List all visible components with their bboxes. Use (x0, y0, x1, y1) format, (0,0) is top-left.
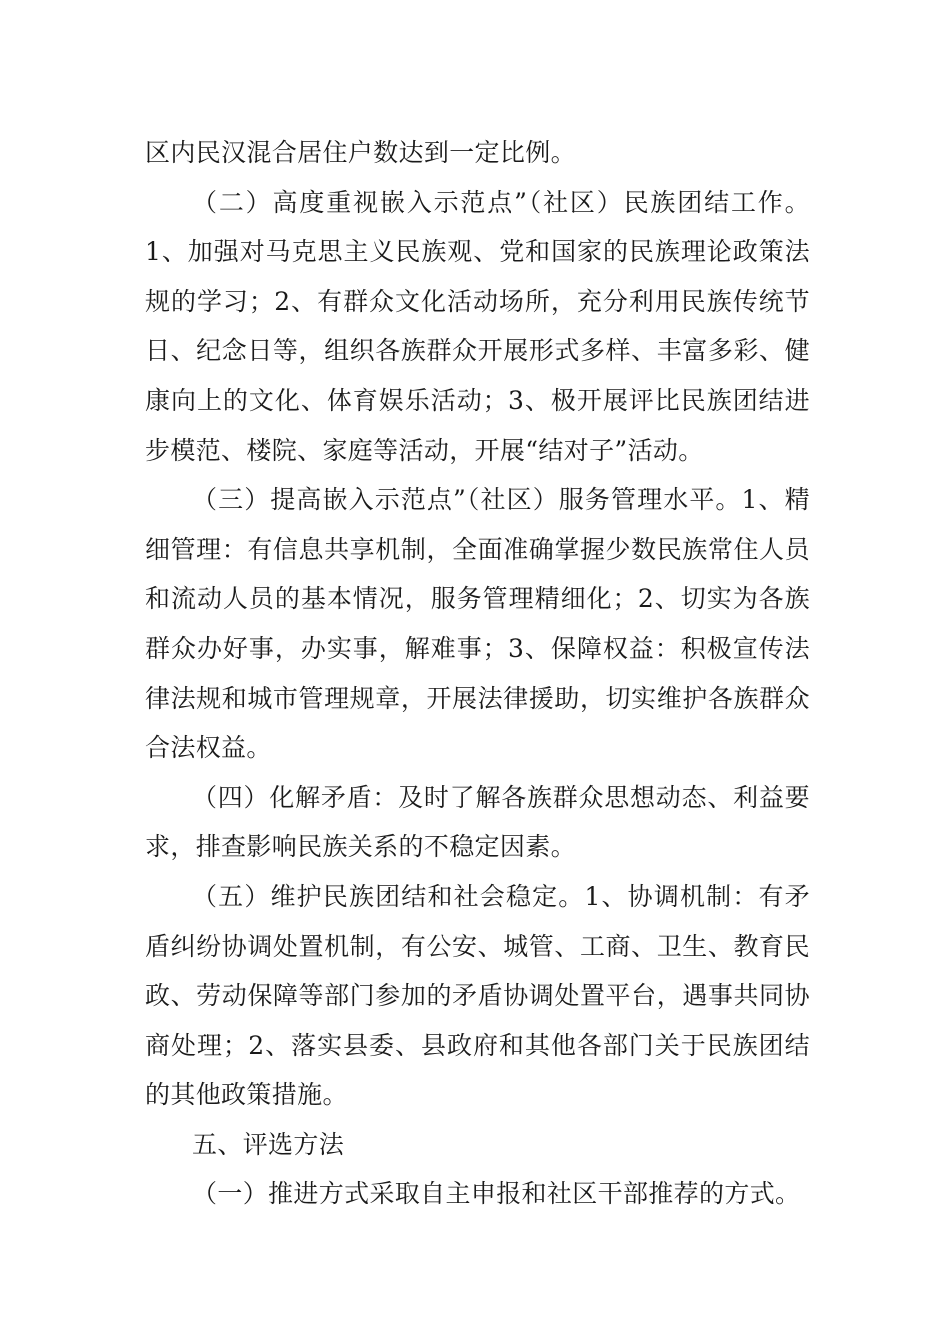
paragraph-promotion-method: （一）推进方式采取自主申报和社区干部推荐的方式。 (192, 1179, 801, 1209)
paragraph-resolve-conflicts: （四）化解矛盾：及时了解各族群众思想动态、利益要求，排查影响民族关系的不稳定因素。 (145, 782, 810, 862)
section-heading-evaluation-method: 五、评选方法 (192, 1129, 345, 1159)
paragraph-maintain-stability: （五）维护民族团结和社会稳定。1、协调机制：有矛盾纠纷协调处置机制，有公安、城管、工商、卫生、教育民政、劳动保障等部门参加的矛盾协调处置平台，遇事共同协商处理；2、落实县委、县政府和其他各部门关于民族团结的其他政策措施。 (145, 881, 810, 1110)
paragraph-continuation: 区内民汉混合居住户数达到一定比例。 (145, 138, 576, 167)
document-body (145, 128, 810, 1219)
paragraph-service-management: （三）提高嵌入示范点”（社区）服务管理水平。1、精细管理：有信息共享机制，全面准确掌握少数民族常住人员和流动人员的基本情况，服务管理精细化；2、切实为各族群众办好事，办实事，解难事；3、保障权益：积极宣传法律法规和城市管理规章，开展法律援助，切实维护各族群众合法权益。 (145, 485, 810, 763)
paragraph-ethnic-unity-work: （二）高度重视嵌入示范点”（社区）民族团结工作。1、加强对马克思主义民族观、党和国家的民族理论政策法规的学习；2、有群众文化活动场所，充分利用民族传统节日、纪念日等，组织各族群众开展形式多样、丰富多彩、健康向上的文化、体育娱乐活动；3、极开展评比民族团结进步模范、楼院、家庭等活动，开展“结对子”活动。 (145, 187, 810, 465)
